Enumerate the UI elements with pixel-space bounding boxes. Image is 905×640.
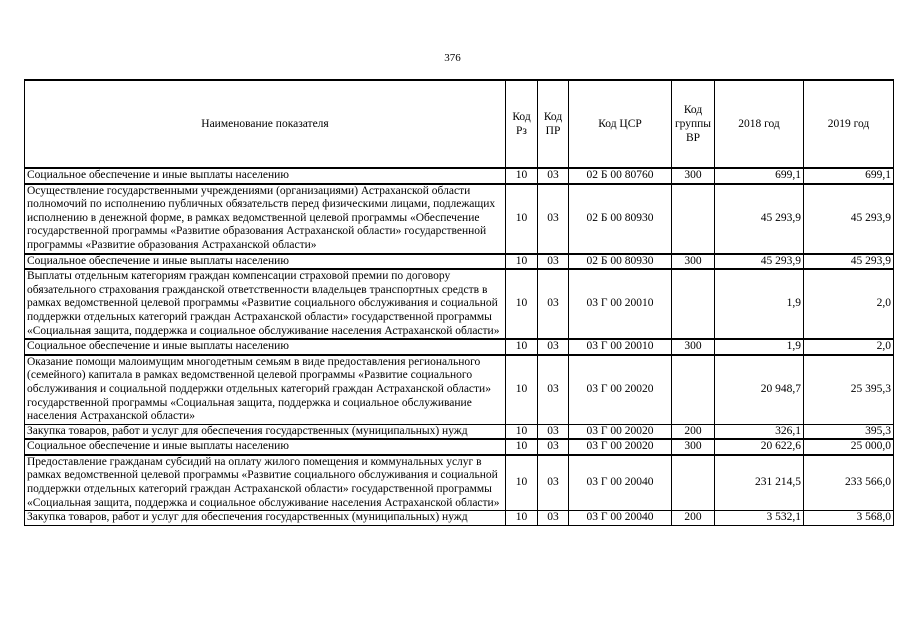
row-name: Закупка товаров, работ и услуг для обеспечения государственных (муниципальных) нужд [25,511,506,526]
row-2019: 45 293,9 [804,184,894,254]
row-2018: 45 293,9 [715,254,804,270]
table-row [25,424,894,439]
row-name: Оказание помощи малоимущим многодетным семьям в виде предоставления регионального (семейного) капитала в рамках ведомственной целевой программы «Развитие социального обслуживания и социальной поддержки отдельных категорий граждан Астраханской области» государственной программы «Социальная защита, поддержка и социальное обслуживание населения Астраханской области» [25,355,506,424]
row-rz: 10 [506,269,538,339]
row-pr: 03 [538,439,569,455]
row-2018: 1,9 [715,339,804,355]
row-2019: 395,3 [804,424,894,439]
row-2019: 25 000,0 [804,439,894,455]
row-vr: 200 [672,424,715,439]
header-name: Наименование показателя [25,80,506,168]
header-rz: Код Рз [506,80,538,168]
row-rz: 10 [506,339,538,355]
row-pr: 03 [538,269,569,339]
row-2019: 699,1 [804,168,894,184]
table-row [25,339,894,355]
row-pr: 03 [538,168,569,184]
row-2018: 1,9 [715,269,804,339]
table-header-row [25,80,894,168]
row-csr: 03 Г 00 20040 [569,511,672,526]
row-vr: 200 [672,511,715,526]
row-vr [672,355,715,424]
row-name: Социальное обеспечение и иные выплаты населению [25,339,506,355]
row-name: Осуществление государственными учреждениями (организациями) Астраханской области полномочий по исполнению публичных обязательств перед физическими лицами, подлежащих исполнению в денежной форме, в рамках ведомственной целевой программы «Обеспечение государственной программы «Развитие образования Астраханской области» государственной программы «Развитие образования Астраханской области» [25,184,506,254]
row-rz: 10 [506,511,538,526]
table-row [25,168,894,184]
row-vr [672,184,715,254]
row-2018: 45 293,9 [715,184,804,254]
row-csr: 03 Г 00 20020 [569,439,672,455]
row-name: Социальное обеспечение и иные выплаты населению [25,439,506,455]
page-number: 376 [444,52,461,64]
row-pr: 03 [538,511,569,526]
row-csr: 02 Б 00 80930 [569,184,672,254]
row-name: Выплаты отдельным категориям граждан компенсации страховой премии по договору обязательного страхования гражданской ответственности владельцев транспортных средств в рамках ведомственной целевой программы «Развитие социального обслуживания и социальной поддержки отдельных категорий граждан Астраханской области» государственной программы «Социальная защита, поддержка и социальное обслуживание населения Астраханской области» [25,269,506,339]
table-row [25,355,894,424]
header-vr: Код группы ВР [672,80,715,168]
row-pr: 03 [538,184,569,254]
row-name: Социальное обеспечение и иные выплаты населению [25,168,506,184]
row-rz: 10 [506,355,538,424]
row-rz: 10 [506,455,538,511]
row-pr: 03 [538,455,569,511]
row-rz: 10 [506,254,538,270]
row-2018: 20 622,6 [715,439,804,455]
header-2018: 2018 год [715,80,804,168]
table-row [25,254,894,270]
row-csr: 03 Г 00 20020 [569,424,672,439]
row-name: Закупка товаров, работ и услуг для обеспечения государственных (муниципальных) нужд [25,424,506,439]
row-rz: 10 [506,168,538,184]
row-vr: 300 [672,339,715,355]
row-2019: 2,0 [804,269,894,339]
row-rz: 10 [506,424,538,439]
row-rz: 10 [506,439,538,455]
row-2018: 20 948,7 [715,355,804,424]
row-2018: 231 214,5 [715,455,804,511]
row-pr: 03 [538,424,569,439]
row-csr: 03 Г 00 20010 [569,339,672,355]
row-pr: 03 [538,254,569,270]
table-row [25,455,894,511]
row-vr: 300 [672,439,715,455]
header-2019: 2019 год [804,80,894,168]
row-pr: 03 [538,355,569,424]
row-vr: 300 [672,254,715,270]
row-csr: 03 Г 00 20020 [569,355,672,424]
row-vr: 300 [672,168,715,184]
row-name: Социальное обеспечение и иные выплаты населению [25,254,506,270]
row-vr [672,455,715,511]
table-row [25,184,894,254]
row-2018: 3 532,1 [715,511,804,526]
header-csr: Код ЦСР [569,80,672,168]
budget-table [24,79,894,526]
row-rz: 10 [506,184,538,254]
row-vr [672,269,715,339]
table-row [25,511,894,526]
table-row [25,269,894,339]
row-2019: 3 568,0 [804,511,894,526]
row-2019: 25 395,3 [804,355,894,424]
row-2019: 45 293,9 [804,254,894,270]
row-csr: 03 Г 00 20010 [569,269,672,339]
row-2019: 233 566,0 [804,455,894,511]
row-csr: 02 Б 00 80930 [569,254,672,270]
row-csr: 03 Г 00 20040 [569,455,672,511]
row-pr: 03 [538,339,569,355]
row-csr: 02 Б 00 80760 [569,168,672,184]
row-2018: 699,1 [715,168,804,184]
header-pr: Код ПР [538,80,569,168]
table-row [25,439,894,455]
row-2019: 2,0 [804,339,894,355]
row-name: Предоставление гражданам субсидий на оплату жилого помещения и коммунальных услуг в рамках ведомственной целевой программы «Развитие социального обслуживания и социальной поддержки отдельных категорий граждан Астраханской области» государственной программы «Социальная защита, поддержка и социальное обслуживание населения Астраханской области» [25,455,506,511]
row-2018: 326,1 [715,424,804,439]
